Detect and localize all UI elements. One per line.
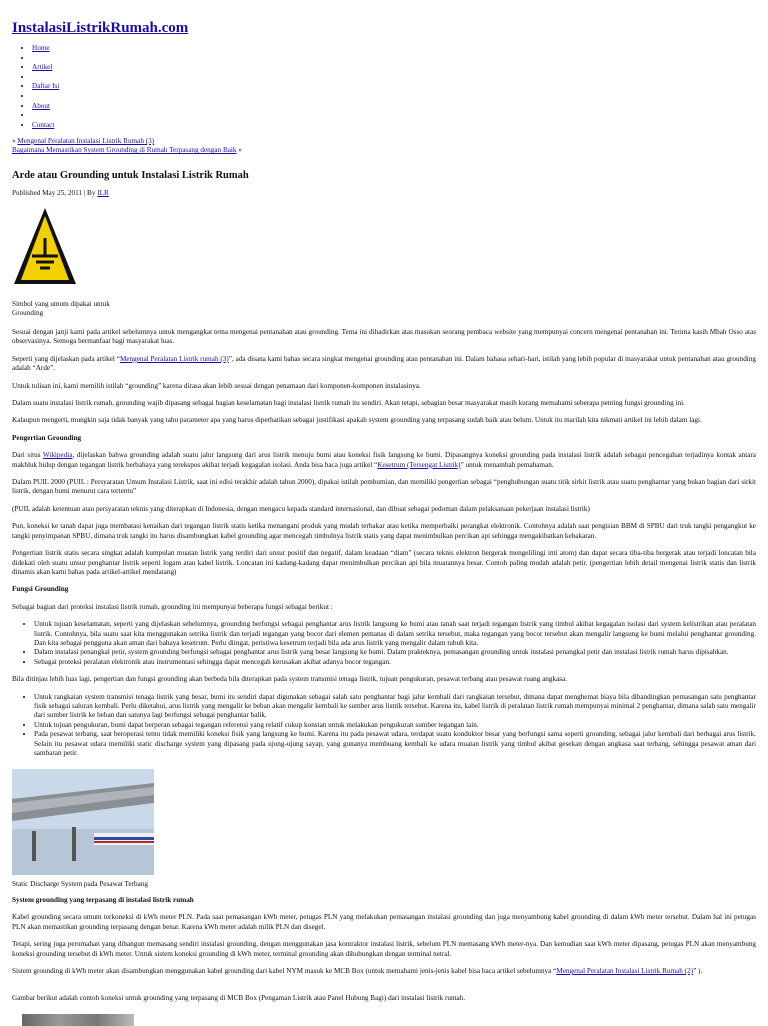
paragraph: Sesuai dengan janji kami pada artikel sebelumnya untuk mengangkat tema mengenai pentanahan atau grounding. Tema ini dihadirkan atas masukan seorang pembaca website yang mempunyai concern mengenai pentanahan ini. Terima kasih Mbah Osso atas observasinya. Semoga bermanfaat bagi masyarakat luas.	[12, 328, 756, 346]
nav-link-contact[interactable]: Contact	[32, 120, 55, 129]
article-body	[12, 328, 756, 766]
nav-item-contact	[32, 121, 59, 131]
article-link[interactable]: Mengenal Peralatan Instalasi Listrik Rumah (2)	[556, 967, 694, 976]
application-list	[12, 693, 756, 759]
paragraph: Pengertian listrik statis secara singkat adalah kumpulan muatan listrik yang terdiri dari unsur positif dan negatif, dalam keadaan “diam” (secara teknis elektron bergerak mengelilingi inti atom) dan dapat secara tiba-tiba bergerak atau terjadi loncatan bila didekati oleh suatu unsur penghantar listrik seperti logam atau kabel listrik. Loncatan ini kadang-kadang dapat menimbulkan percikan api bila muatannya besar. Contoh paling mudah adalah petir. (pengertian lebih detail mengenai listrik statis dan listrik dinamis akan kami bahas pada artikel-artikel mendatang)	[12, 549, 756, 576]
paragraph: Sebagai bagian dari proteksi instalasi listrik rumah, grounding ini mempunyai beberapa fungsi sebagai berikut :	[12, 602, 333, 611]
nav-item-daftar-isi	[32, 82, 59, 92]
nav-item-home	[32, 44, 59, 54]
list-item: • Untuk tujuan keselamatan, seperti yang dijelaskan sebelumnya, grounding berfungsi sebagai penghantar arus listrik langsung ke bumi atau tanah saat terjadi tegangan listrik yang timbul akibat kegagalan isolasi dari system kelistrikan atau peralatan listrik. Contohnya, bila suatu saat kita menggunakan setrika listrik dan terjadi tegangan yang bocor dari elemen pemanas di dalam setrika tersebut, maka tegangan yang bocor tersebut akan mengalir langsung ke bumi melalui penghantar grounding. Dan kita sebagai pengguna akan aman dari bahaya kesetrum. Perlu diingat, peristiwa kesetrum terjadi bila ada arus listrik yang mengalir dalam tubuh kita.	[34, 620, 756, 648]
post-meta	[12, 189, 109, 198]
post-navigation	[12, 137, 242, 156]
section-heading: System grounding yang terpasang di instalasi listrik rumah	[12, 896, 194, 904]
text-span: Sistem grounding di kWh meter akan disambungkan menggunakan kabel grounding dari kabel NYM masuk ke MCB Box (untuk memahami jenis-jenis kabel bisa baca artikel sebelumnya “	[12, 967, 557, 976]
author-link[interactable]: ILR	[97, 189, 109, 197]
paragraph: Gambar berikut adalah contoh koneksi untuk grounding yang terpasang di MCB Box (Pengaman Listrik atau Panel Hubung Bagi) dari instalasi listrik rumah.	[12, 994, 466, 1003]
text-span: , dijelaskan bahwa grounding adalah suatu jalur langsung dari arus listrik menuju bumi atau koneksi fisik langsung ke bumi. Dipasangnya koneksi grounding pada instalasi listrik adalah sebagai pencegahan terjadinya kontak antara makhluk hidup dengan tegangan listrik berbahaya yang terekspos akibat terjadi kegagalan isolasi. Anda bisa baca juga artikel “	[12, 451, 757, 469]
section-heading: Fungsi Grounding	[12, 585, 69, 594]
wikipedia-link[interactable]: Wikipedia	[42, 451, 73, 460]
nav-item-about	[32, 102, 59, 112]
paragraph: Pun, koneksi ke tanah dapat juga membatasi kenaikan dari tegangan listrik statis ketika menangani produk yang mudah terbakar atau ketika memperbaiki perangkat elektronik. Contohnya adalah saat pengisian BBM di SPBU dari truk tangki pengangkut ke tangki penyimpanan SPBU, dimana truk tangki itu harus disambungkan kabel grounding agar mencegah timbulnya listrik statis yang dapat menimbulkan percikan api sehingga mengakibatkan kebakaran.	[12, 522, 756, 540]
text-span: ”, ada disana kami bahas secara singkat mengenai grounding atau pentanahan ini. Dalam bahasa sehari-hari, istilah yang lebih popular di masyarakat untuk pentanahan atau grounding adalah “Arde”.	[12, 354, 756, 373]
nav-link-artikel[interactable]: Artikel	[32, 63, 53, 72]
paragraph: Dalam PUIL 2000 (PUIL : Persyaratan Umum Instalasi Listrik, saat ini edisi terakhir adalah tahun 2000), dipakai istilah pembumian, dan memiliki pengertian sebagai “penghubungan suatu titik sirkit listrik atau suatu penghantar yang bukan bagian dari sirkit listrik, dengan bumi menurut cara tertentu”	[12, 478, 756, 496]
mcb-box-photo	[22, 1014, 134, 1026]
main-nav	[12, 44, 59, 130]
nav-spacer	[32, 54, 59, 64]
post-date: Published May 25, 2011 | By	[12, 189, 96, 197]
site-title-link[interactable]: InstalasiListrikRumah.com	[12, 20, 189, 36]
next-post-link[interactable]: Bagaimana Memastikan System Grounding di Rumah Terpasang dengan Baik	[12, 146, 237, 155]
list-item: • Dalam instalasi penangkal petir, system grounding berfungsi sebagai penghantar arus listrik yang besar langsung ke bumi. Dalam prakteknya, pemasangan grounding untuk instalasi penangkal petir dan instalasi listrik rumah harus dipisahkan.	[34, 648, 756, 657]
text-span: ” ).	[693, 967, 703, 976]
paragraph	[12, 451, 756, 470]
paragraph: Kalaupun mengerti, mungkin saja tidak banyak yang tahu parameter apa yang harus diperhatikan sebagai justifikasi apakah system grounding yang terpasang sudah baik atau belum. Untuk itu marilah kita nikmati artikel ini lebih dalam lagi.	[12, 416, 702, 425]
article-link[interactable]: Mengenal Peralatan Listrik rumah (3)	[119, 354, 229, 363]
text-span: Seperti yang dijelaskan pada artikel “	[12, 354, 120, 363]
post-title: Arde atau Grounding untuk Instalasi Listrik Rumah	[12, 170, 249, 181]
list-item: • Untuk rangkaian system transmisi tenaga listrik yang besar, bumi itu sendiri dapat digunakan sebagai salah satu penghantar bagi jalur kembali dari rangkaian tersebut, dimana dapat menghemat biaya bila dibandingkan pemasangan satu penghantar fisik sebagai saluran kembali. Perlu diketahui, arus listrik yang mengalir ke beban akan mengalir kembali ke sumber arus listrik tersebut. Karena itu, kabel listrik di peralatan listrik rumah mempunyai minimal 2 penghantar, dimana salah satu mengalir dari sumber listrik ke beban dan satunya lagi berfungsi sebagai penghantar balik.	[34, 693, 756, 721]
list-item: • Untuk tujuan pengukuran, bumi dapat berperan sebagai tegangan referensi yang relatif cukup konstan untuk melakukan pengukuran sumber tegangan lain.	[34, 721, 756, 730]
article-body-lower	[12, 896, 756, 1012]
nav-link-about[interactable]: About	[32, 101, 50, 110]
paragraph: Dalam suatu instalasi listrik rumah, grounding wajib dipasang sebagai bagian keselamatan bagi instalasi listrik rumah itu sendiri. Akan tetapi, sebagian besar masyarakat masih kurang memahami seberapa penting fungsi grounding ini.	[12, 399, 685, 408]
prev-arrow: «	[12, 137, 16, 145]
site-title	[12, 19, 188, 38]
airplane-photo	[12, 769, 154, 875]
list-item: • Sebagai proteksi peralatan elektronik atau instrumentasi sehingga dapat mencegah kerusakan akibat adanya bocor tegangan.	[34, 658, 756, 667]
section-heading: Pengertian Grounding	[12, 433, 82, 442]
paragraph: Untuk tulisan ini, kami memilih istilah “grounding” karena dirasa akan lebih sesuai dengan penamaan dari komponen-komponen instalasinya.	[12, 381, 421, 390]
paragraph	[12, 967, 756, 976]
nav-link-home[interactable]: Home	[32, 44, 50, 52]
paragraph: Kabel grounding secara umum terkoneksi di kWh meter PLN. Pada saat pemasangan kWh meter, petugas PLN yang melakukan pemasangan instalasi grounding dan juga menyambung kabel grounding di dalam kWh meter tersebut. Dalam hal ini petugas PLN akan memastikan grounding terpasang dengan benar. Karena kWh meter adalah milik PLN dan disegel.	[12, 913, 756, 931]
next-arrow: »	[238, 146, 242, 155]
nav-spacer	[32, 73, 59, 83]
paragraph: (PUIL adalah ketentuan atau persyaratan teknis yang diterapkan di Indonesia, dengan mengacu kepada standard internasional, dan dibuat sebagai pedoman dalam pelaksanaan pekerjaan instalasi listrik)	[12, 504, 590, 513]
list-item: • Pada pesawat terbang, saat beroperasi tentu tidak memiliki koneksi fisik yang langsung ke bumi. Karena itu pada pesawat udara, terdapat suatu konduktor besar yang berfungsi sama seperti grounding, sebagai jalur kembali dari berbagai arus listrik. Selain itu pesawat udara memiliki static discharge system yang dipasang pada ujung-ujung sayap, yang gunanya membuang kembali ke udara muatan listrik yang timbul akibat gesekan dengan angkasa saat terbang, sehingga pesawat aman dari sambaran petir.	[34, 730, 756, 758]
nav-item-artikel	[32, 63, 59, 73]
symbol-caption: Simbol yang umum dipakai untuk Grounding	[12, 300, 110, 318]
plane-caption: Static Discharge System pada Pesawat Terbang	[12, 880, 148, 888]
paragraph	[12, 355, 756, 374]
paragraph: Tetapi, sering juga perumahan yang dibangun memasang sendiri instalasi grounding, dengan menggunakan jasa kontraktor instalasi listrik, sebelum PLN memasang kWh meter-nya. Dan kemudian saat kWh meter dipasang, petugas PLN akan menyambung koneksi grounding tersebut di kWh meter. Untuk sistem koneksi grounding di kWh meter, terminal grounding akan dihubungkan dengan terminal netral.	[12, 940, 756, 958]
paragraph: Bila ditinjau lebih luas lagi, pengertian dan fungsi grounding akan berbeda bila diterapkan pada system transmisi tenaga listrik, tujuan pengukuran, pesawat terbang atau pesawat ruang angkasa.	[12, 675, 568, 684]
text-span: ” untuk menambah pemahaman.	[460, 460, 554, 469]
airplane-wing-image	[12, 769, 154, 875]
article-link[interactable]: Kesetrum (Tersengat Listrik)	[377, 460, 461, 469]
function-list	[12, 620, 756, 667]
nav-spacer	[32, 92, 59, 102]
text-span: Dari situs	[12, 451, 41, 460]
grounding-warning-icon	[12, 204, 78, 290]
nav-link-daftar-isi[interactable]: Daftar Isi	[32, 82, 60, 91]
prev-post-link[interactable]: Mengenal Peralatan Instalasi Listrik Rumah (3)	[17, 137, 155, 145]
nav-spacer	[32, 111, 59, 121]
grounding-symbol-image	[12, 204, 78, 290]
